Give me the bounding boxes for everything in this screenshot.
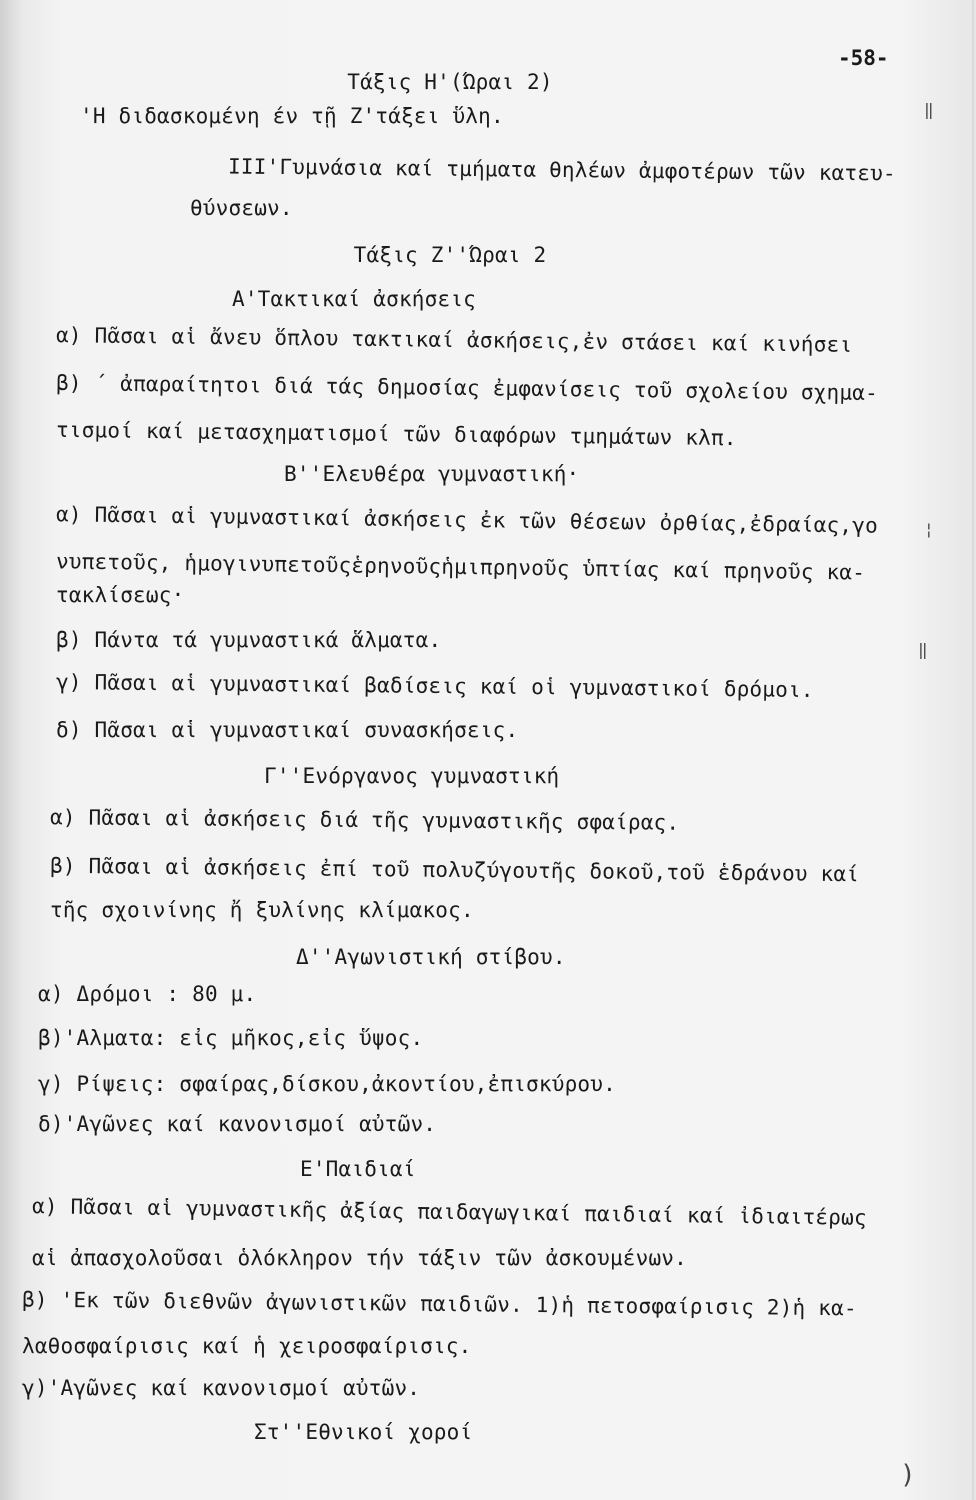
text-line: δ)'Αγῶνες καί κανονισμοί αὐτῶν. bbox=[38, 1112, 437, 1136]
text-line: β) 'Εκ τῶν διεθνῶν ἀγωνιστικῶν παιδιῶν. 1)ἡ πετοσφαίρισις 2)ἡ κα- bbox=[21, 1287, 857, 1321]
margin-mark: ¦ bbox=[924, 520, 934, 539]
text-line: νυπετοῦς, ἡμογινυπετοῦςἑρηνοῦςἡμιπρηνοῦς ὑπτίας καί πρηνοῦς κα- bbox=[55, 549, 866, 585]
text-line: β) Πᾶσαι αἱ ἀσκήσεις ἐπί τοῦ πολυζύγουτῆς δοκοῦ,τοῦ ἑδράνου καί bbox=[49, 853, 860, 887]
text-line: α) Πᾶσαι αἱ γυμναστικαί ἀσκήσεις ἐκ τῶν θέσεων ὀρθίας,ἐδραίας,γο bbox=[55, 502, 879, 538]
section-heading: Δ''Αγωνιστική στίβου. bbox=[296, 945, 566, 969]
text-line: αἱ ἀπασχολοῦσαι ὁλόκληρον τήν τάξιν τῶν ἀσκουμένων. bbox=[32, 1246, 687, 1270]
text-line: α) Δρόμοι : 80 μ. bbox=[38, 982, 257, 1006]
page-number: -58- bbox=[838, 46, 889, 70]
margin-mark: ) bbox=[900, 1460, 916, 1490]
text-line: 'Η διδασκομένη έν τῇ Ζ'τάξει ὕλη. bbox=[80, 104, 504, 128]
text-line: τῆς σχοινίνης ἤ ξυλίνης κλίμακος. bbox=[50, 898, 474, 922]
text-line: β) Πάντα τά γυμναστικά ἅλματα. bbox=[56, 628, 442, 652]
text-line: λαθοσφαίρισις καί ἡ χειροσφαίρισις. bbox=[22, 1334, 472, 1358]
section-heading: Τάξις Η'(Ώραι 2) bbox=[347, 70, 553, 94]
text-line: γ) Ρίψεις: σφαίρας,δίσκου,ἀκοντίου,ἐπισκύρου. bbox=[38, 1072, 616, 1096]
section-heading: Στ''Εθνικοί χοροί bbox=[254, 1420, 473, 1444]
text-line: α) Πᾶσαι αἱ γυμναστικῆς ἀξίας παιδαγωγικαί παιδιαί καί ἰδιαιτέρως bbox=[31, 1194, 867, 1230]
section-heading: Ε'Παιδιαί bbox=[300, 1157, 416, 1181]
text-line: τισμοί καί μετασχηματισμοί τῶν διαφόρων τμημάτων κλπ. bbox=[55, 417, 737, 451]
section-heading: Γ''Ενόργανος γυμναστική bbox=[264, 764, 560, 788]
text-line: θύνσεων. bbox=[190, 196, 293, 220]
page-edge bbox=[972, 0, 974, 1500]
margin-mark: ‖ bbox=[918, 640, 928, 659]
text-line: α) Πᾶσαι αἱ ἄνευ ὅπλου τακτικαί ἀσκήσεις,ἐν στάσει καί κινήσει bbox=[55, 323, 853, 357]
text-line: ΙΙΙ'Γυμνάσια καί τμήματα θηλέων ἀμφοτέρων τῶν κατευ- bbox=[227, 154, 896, 186]
text-line: δ) Πᾶσαι αἱ γυμναστικαί συνασκήσεις. bbox=[56, 718, 519, 742]
section-heading: Α'Τακτικαί ἀσκήσεις bbox=[232, 287, 477, 311]
text-line: γ) Πᾶσαι αἱ γυμναστικαί βαδίσεις καί οἱ γυμναστικοί δρόμοι. bbox=[55, 670, 814, 702]
text-line: τακλίσεως· bbox=[56, 583, 185, 607]
section-heading: Τάξις Ζ''Ώραι 2 bbox=[353, 243, 547, 267]
text-line: α) Πᾶσαι αἱ ἀσκήσεις διά τῆς γυμναστικῆς σφαίρας. bbox=[49, 805, 680, 835]
text-line: γ)'Αγῶνες καί κανονισμοί αὐτῶν. bbox=[22, 1376, 421, 1400]
text-line: β) ΄ ἀπαραίτητοι διά τάς δημοσίας ἐμφανίσεις τοῦ σχολείου σχημα- bbox=[55, 370, 879, 406]
text-line: β)'Αλματα: εἰς μῆκος,εἰς ὕψος. bbox=[38, 1026, 424, 1050]
section-heading: Β''Ελευθέρα γυμναστική· bbox=[284, 462, 580, 486]
margin-mark: ‖ bbox=[924, 100, 934, 119]
